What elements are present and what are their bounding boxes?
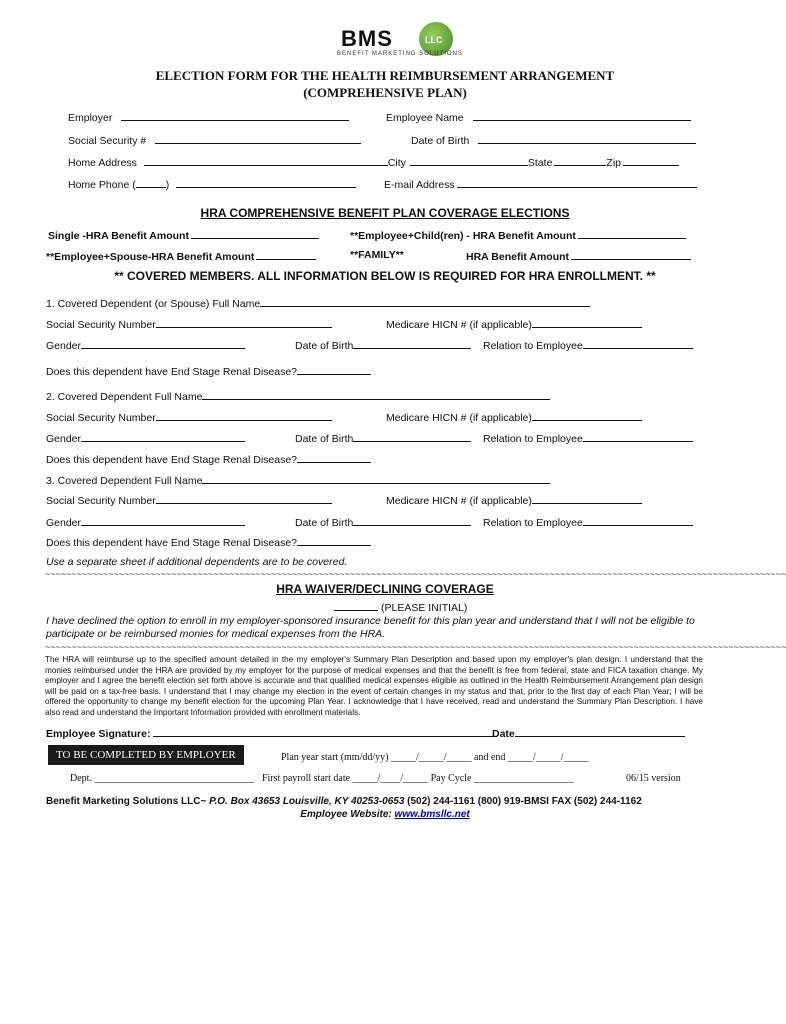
dept-field[interactable]: Dept. ________________________________ — [70, 773, 255, 784]
waiver-heading: HRA WAIVER/DECLINING COVERAGE — [276, 582, 494, 596]
employer-section-box: TO BE COMPLETED BY EMPLOYER — [48, 745, 244, 765]
state-label: State — [527, 157, 553, 169]
dependent-1-esrd-field[interactable] — [46, 364, 371, 378]
dependent-1-dob-label: Date of Birth — [295, 340, 354, 352]
home-address-label: Home Address — [68, 157, 137, 169]
dependent-2-ssn-field[interactable] — [46, 410, 332, 424]
family-label: **FAMILY** — [350, 249, 404, 261]
footer-company: Benefit Marketing Solutions LLC~ — [46, 796, 207, 807]
dependent-1-dob-field[interactable] — [295, 338, 471, 352]
waiver-statement: I have declined the option to enroll in my employer-sponsored insurance benefit for this plan year and understand that I will not be eligible to participate or be reimbursed monies for medical expenses from the HRA. — [46, 615, 695, 640]
coverage-heading: HRA COMPREHENSIVE BENEFIT PLAN COVERAGE ELECTIONS — [200, 206, 570, 220]
dependent-1-medicare-field[interactable] — [386, 317, 642, 331]
employee-name-label: Employee Name — [386, 112, 464, 124]
ssn-field[interactable] — [68, 133, 361, 147]
signature-label: Employee Signature — [46, 728, 147, 740]
footer-phones: (502) 244-1161 (800) 919-BMSI FAX (502) 244-1162 — [404, 796, 642, 807]
dependent-1-name-field[interactable] — [46, 296, 590, 310]
dependent-1-relation-field[interactable] — [483, 338, 693, 352]
dependent-3-name-label: 3. Covered Dependent Full Name — [46, 475, 203, 487]
dependent-2-relation-label: Relation to Employee — [483, 433, 583, 445]
employer-field[interactable] — [68, 110, 349, 124]
dependent-1-esrd-label: Does this dependent have End Stage Renal Disease? — [46, 366, 298, 378]
logo-suffix: LLC — [425, 35, 443, 45]
form-subtitle: (COMPREHENSIVE PLAN) — [303, 85, 467, 100]
home-phone-label: Home Phone ( — [68, 179, 136, 191]
dependent-2-gender-label: Gender — [46, 433, 82, 445]
dependent-3-esrd-field[interactable] — [46, 535, 371, 549]
footer-website-label: Employee Website: — [300, 809, 395, 820]
plan-year-field[interactable]: Plan year start (mm/dd/yy) _____/_____/_____ and end _____/_____/_____ — [281, 752, 589, 763]
dependent-3-esrd-label: Does this dependent have End Stage Renal Disease? — [46, 537, 298, 549]
family-hra-label: HRA Benefit Amount — [466, 251, 570, 263]
emp-spouse-hra-label: **Employee+Spouse-HRA Benefit Amount — [46, 251, 255, 263]
dependent-2-esrd-label: Does this dependent have End Stage Renal Disease? — [46, 454, 298, 466]
dependent-3-ssn-field[interactable] — [46, 493, 332, 507]
waiver-initial-label: (PLEASE INITIAL) — [381, 602, 468, 614]
dependent-1-ssn-label: Social Security Number — [46, 319, 156, 331]
single-hra-label: Single -HRA Benefit Amount — [48, 230, 189, 242]
dependent-3-relation-label: Relation to Employee — [483, 517, 583, 529]
home-address-field[interactable] — [68, 155, 679, 169]
footer-contact — [46, 796, 642, 807]
dependent-3-medicare-field[interactable] — [386, 493, 642, 507]
dependent-3-medicare-label: Medicare HICN # (if applicable) — [386, 495, 532, 507]
zip-label: Zip — [606, 157, 622, 169]
dependent-2-name-field[interactable] — [46, 389, 550, 403]
dependent-2-medicare-field[interactable] — [386, 410, 642, 424]
dependent-3-dob-field[interactable] — [295, 515, 471, 529]
home-phone-field[interactable] — [68, 177, 356, 191]
employer-label: Employer — [68, 112, 113, 124]
email-field[interactable] — [384, 177, 697, 191]
dependent-3-gender-field[interactable] — [46, 515, 245, 529]
tilde-divider-2: ~~~~~~~~~~~~~~~~~~~~~~~~~~~~~~~~~~~~~~~~~~~~~~~~~~~~~~~~~~~~~~~~~~~~~~~~~~~~~~~~~~~~~~~~~~~~~~~~~~~~~~~~~~~~~~~~~~~~~~~~~~~~~~~~~~~~~~~~~~~~~ — [45, 642, 786, 652]
version-label: 06/15 version — [626, 773, 681, 784]
home-phone-close: ) — [165, 179, 170, 191]
dependent-1-relation-label: Relation to Employee — [483, 340, 583, 352]
footer-website-link[interactable]: www.bmsllc.net — [394, 809, 470, 820]
dependent-3-relation-field[interactable] — [483, 515, 693, 529]
tilde-divider: ~~~~~~~~~~~~~~~~~~~~~~~~~~~~~~~~~~~~~~~~~~~~~~~~~~~~~~~~~~~~~~~~~~~~~~~~~~~~~~~~~~~~~~~~~~~~~~~~~~~~~~~~~~~~~~~~~~~~~~~~~~~~~~~~~~~~~~~~~~~~~ — [45, 569, 786, 579]
dependent-3-ssn-label: Social Security Number — [46, 495, 156, 507]
waiver-initial-field[interactable] — [334, 600, 467, 614]
form-title: ELECTION FORM FOR THE HEALTH REIMBURSEMENT ARRANGEMENT — [155, 68, 615, 83]
dependent-2-relation-field[interactable] — [483, 431, 693, 445]
city-label: City — [387, 157, 406, 169]
emp-spouse-hra-field[interactable] — [46, 249, 316, 263]
dependent-2-ssn-label: Social Security Number — [46, 412, 156, 424]
logo-word: BMS — [341, 26, 393, 51]
legal-paragraph: The HRA will reimburse up to the specified amount detailed in the my employer's Summary Plan Description and based upon my employer's plan design. I understand that the monies reimbursed under the HRA are provided by my employer for the purpose of medical expenses and that the benefit is free from federal, state and FICA taxation change. My employer and I agree the benefit election set forth above is accurate and that qualified medical expenses eligible as outlined in the Health Reimbursement Arrangement plan design will be paid on a tax-free basis. I understand that I may change my election in the event of certain changes in my status and that, prior to the first day of each Plan Year; I will be offered the opportunity to change my benefit election for the upcoming Plan Year. I acknowledge that I have received, read and understand the Summary Plan Description. I have also read and understand the Important Information provided with enrollment materials. — [45, 655, 703, 717]
dependent-2-esrd-field[interactable] — [46, 452, 371, 466]
employee-name-field[interactable] — [386, 110, 691, 124]
dependent-2-name-label: 2. Covered Dependent Full Name — [46, 391, 203, 403]
logo-tagline: BENEFIT MARKETING SOLUTIONS — [337, 51, 463, 57]
footer-website-line — [0, 809, 770, 820]
covered-heading: ** COVERED MEMBERS. ALL INFORMATION BELOW IS REQUIRED FOR HRA ENROLLMENT. ** — [114, 269, 656, 283]
dependent-3-name-field[interactable] — [46, 473, 550, 487]
emp-child-hra-field[interactable] — [350, 228, 686, 242]
single-hra-field[interactable] — [48, 228, 319, 242]
dependent-1-name-label: 1. Covered Dependent (or Spouse) Full Name — [46, 298, 261, 310]
dependent-3-dob-label: Date of Birth — [295, 517, 354, 529]
dependent-2-gender-field[interactable] — [46, 431, 245, 445]
employee-dob-field[interactable] — [411, 133, 696, 147]
first-payroll-field[interactable]: First payroll start date _____/____/_____ Pay Cycle ____________________ — [262, 773, 574, 784]
dependent-3-gender-label: Gender — [46, 517, 82, 529]
signature-field[interactable]: Employee Signature: — [46, 726, 493, 740]
footer-address: P.O. Box 43653 Louisville, KY 40253-0653 — [206, 796, 405, 807]
dependent-1-gender-label: Gender — [46, 340, 82, 352]
dependent-2-dob-label: Date of Birth — [295, 433, 354, 445]
separate-sheet-note: Use a separate sheet if additional dependents are to be covered. — [46, 556, 348, 568]
dependent-2-medicare-label: Medicare HICN # (if applicable) — [386, 412, 532, 424]
dependent-1-ssn-field[interactable] — [46, 317, 332, 331]
dependent-2-dob-field[interactable] — [295, 431, 471, 445]
emp-child-hra-label: **Employee+Child(ren) - HRA Benefit Amount — [350, 230, 576, 242]
email-label: E-mail Address — [384, 179, 455, 191]
family-hra-field[interactable] — [466, 249, 691, 263]
signature-date-label: Date — [492, 728, 515, 740]
employee-dob-label: Date of Birth — [411, 135, 470, 147]
dependent-1-gender-field[interactable] — [46, 338, 245, 352]
ssn-label: Social Security # — [68, 135, 147, 147]
company-logo — [335, 20, 463, 58]
dependent-1-medicare-label: Medicare HICN # (if applicable) — [386, 319, 532, 331]
signature-date-field[interactable] — [492, 726, 685, 740]
